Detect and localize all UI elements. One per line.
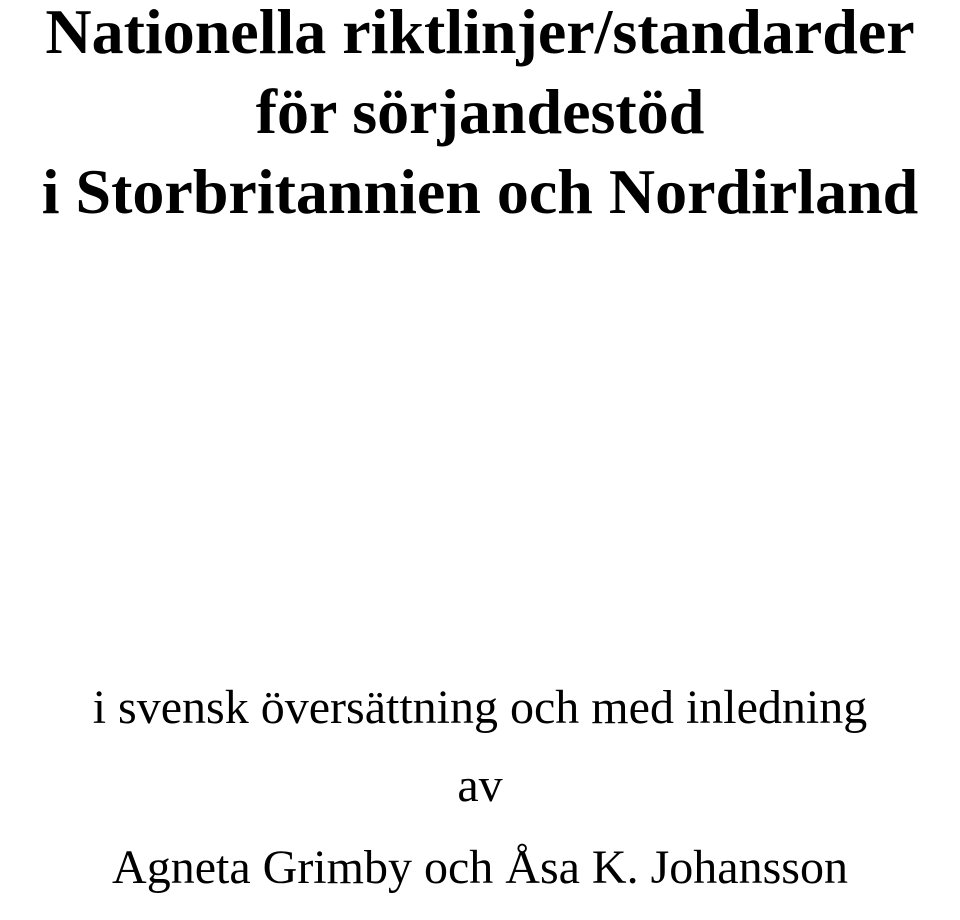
title-line-3: i Storbritannien och Nordirland (41, 156, 919, 227)
title-line-1: Nationella riktlinjer/standarder (45, 0, 915, 67)
title-line-2: för sörjandestöd (255, 76, 705, 147)
translation-note: i svensk översättning och med inledning (92, 681, 868, 734)
authors: Agneta Grimby och Åsa K. Johansson (112, 841, 848, 894)
by-label: av (457, 759, 503, 812)
document-title (0, 0, 960, 232)
credits-block (0, 672, 960, 904)
